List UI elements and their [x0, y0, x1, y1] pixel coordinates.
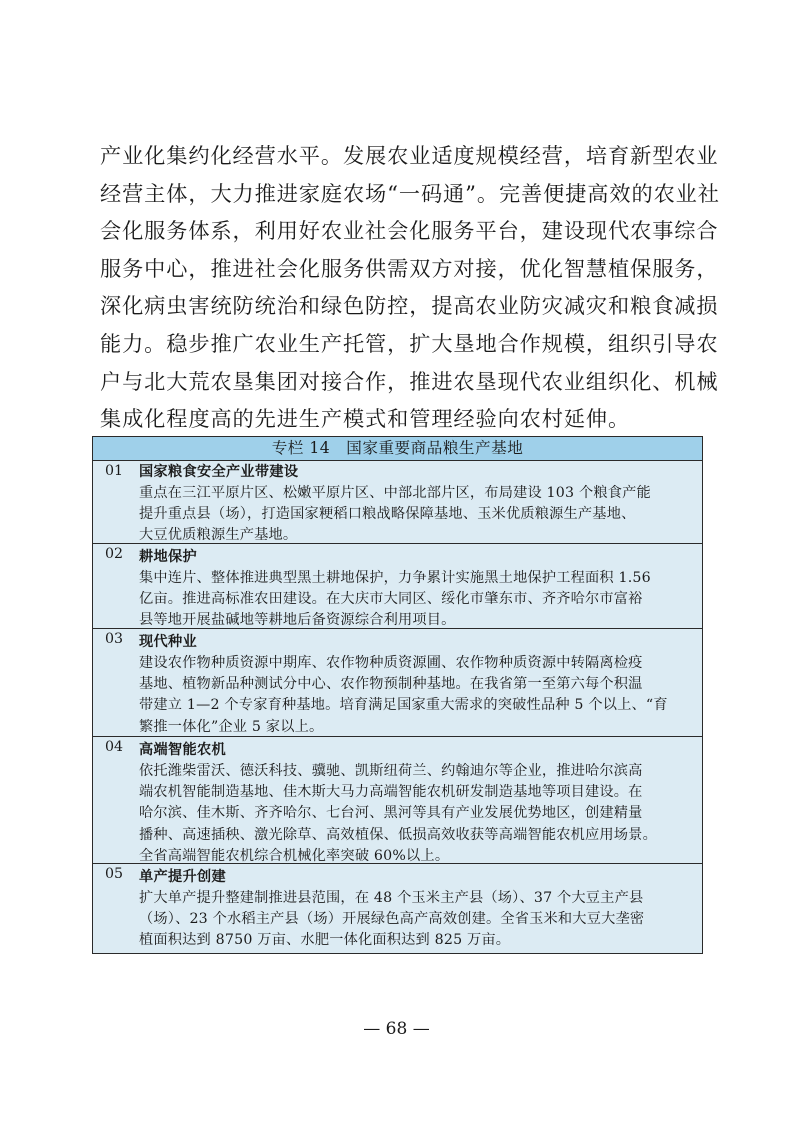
section-line: 基地、植物新品种测试分中心、农作物预制种基地。在我省第一至第六每个积温	[139, 676, 643, 693]
box-section-seed-industry	[93, 628, 702, 736]
section-number: 02	[105, 546, 124, 562]
section-body	[139, 888, 702, 952]
section-line: 县等地开展盐碱地等耕地后备资源综合利用项目。	[139, 612, 456, 629]
paragraph-line: 会化服务体系，利用好农业社会化服务平台，建设现代农事综合	[100, 218, 719, 244]
section-body	[139, 483, 702, 547]
section-number: 03	[105, 631, 124, 647]
box-section-grain-security	[93, 461, 702, 543]
section-line: 繁推一体化”企业 5 家以上。	[139, 718, 324, 735]
paragraph-line: 能力。稳步推广农业生产托管，扩大垦地合作规模，组织引导农	[100, 330, 719, 356]
section-line: 端农机智能制造基地、佳木斯大马力高端智能农机研发制造基地等项目建设。在	[139, 784, 643, 801]
section-line: 扩大单产提升整建制推进县范围，在 48 个玉米主产县（场）、37 个大豆主产县	[139, 890, 644, 906]
page-number: — 68 —	[363, 1019, 430, 1039]
section-heading: 现代种业	[139, 634, 197, 650]
section-line: 植面积达到 8750 万亩、水肥一体化面积达到 825 万亩。	[139, 932, 511, 949]
section-line: 哈尔滨、佳木斯、齐齐哈尔、七台河、黑河等具有产业发展优势地区，创建精量	[139, 805, 643, 822]
section-line: 建设农作物种质资源中期库、农作物种质资源圃、农作物种质资源中转隔离检疫	[139, 655, 643, 671]
paragraph-line: 经营主体，大力推进家庭农场“一码通”。完善便捷高效的农业社	[100, 180, 720, 206]
section-body	[139, 761, 702, 867]
section-line: 提升重点县（场），打造国家粳稻口粮战略保障基地、玉米优质粮源生产基地、	[139, 506, 636, 523]
section-line: （场）、23 个水稻主产县（场）开展绿色高产高效创建。全省玉米和大豆大垄密	[139, 911, 645, 928]
section-line: 全省高端智能农机综合机械化率突破 60%以上。	[139, 847, 450, 864]
section-body	[139, 653, 702, 738]
section-line: 亿亩。推进高标准农田建设。在大庆市大同区、绥化市肇东市、齐齐哈尔市富裕	[139, 591, 643, 608]
section-body	[139, 568, 702, 632]
section-heading: 国家粮食安全产业带建设	[139, 464, 299, 480]
paragraph-line: 户与北大荒农垦集团对接合作，推进农垦现代农业组织化、机械	[100, 368, 719, 394]
section-line: 大豆优质粮源生产基地。	[139, 527, 298, 544]
paragraph-line: 集成化程度高的先进生产模式和管理经验向农村延伸。	[100, 406, 631, 432]
box-section-farmland-protection	[93, 543, 702, 628]
section-line: 依托潍柴雷沃、德沃科技、骥驰、凯斯纽荷兰、约翰迪尔等企业，推进哈尔滨高	[139, 763, 643, 779]
section-line: 重点在三江平原片区、松嫩平原片区、中部北部片区，布局建设 103 个粮食产能	[139, 485, 651, 501]
box-section-yield-improvement	[93, 863, 702, 954]
column-box	[92, 436, 703, 954]
section-line: 带建立 1—2 个专家育种基地。培育满足国家重大需求的突破性品种 5 个以上、“育	[139, 697, 668, 714]
paragraph-line: 产业化集约化经营水平。发展农业适度规模经营，培育新型农业	[100, 143, 719, 168]
paragraph-line: 服务中心，推进社会化服务供需双方对接，优化智慧植保服务，	[100, 255, 719, 281]
box-section-smart-machinery	[93, 736, 702, 863]
section-heading: 耕地保护	[139, 549, 197, 565]
section-heading: 高端智能农机	[139, 742, 226, 758]
section-heading: 单产提升创建	[139, 869, 226, 885]
section-number: 04	[105, 739, 124, 755]
body-paragraph	[100, 137, 720, 438]
box-title: 专栏 14 国家重要商品粮生产基地	[93, 437, 702, 461]
paragraph-line: 深化病虫害统防统治和绿色防控，提高农业防灾减灾和粮食减损	[100, 293, 719, 319]
section-number: 01	[105, 463, 124, 479]
section-line: 播种、高速插秧、激光除草、高效植保、低损高效收获等高端智能农机应用场景。	[139, 826, 657, 843]
section-line: 集中连片、整体推进典型黑土耕地保护，力争累计实施黑土地保护工程面积 1.56	[139, 570, 651, 586]
section-number: 05	[105, 866, 124, 882]
